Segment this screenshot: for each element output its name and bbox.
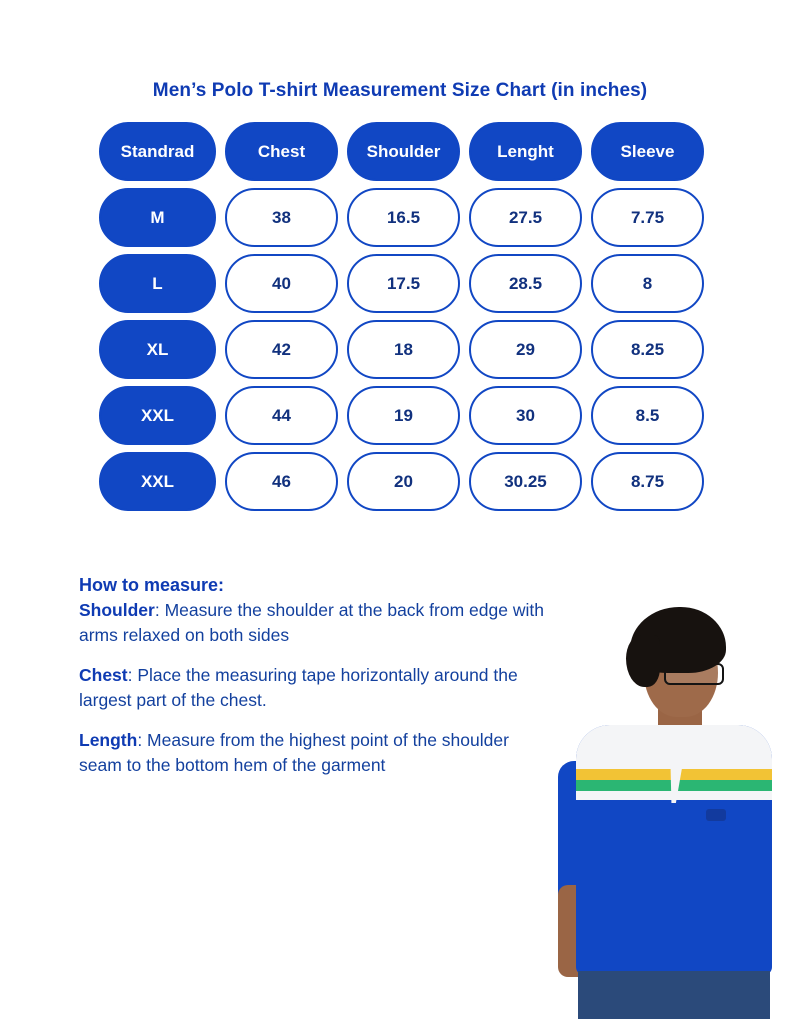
measure-text-chest: : Place the measuring tape horizontally around the largest part of the chest. [79, 664, 518, 711]
page-title: Men’s Polo T-shirt Measurement Size Chart (in inches) [152, 80, 648, 101]
table-row [99, 254, 706, 313]
cell-sleeve: 8.5 [591, 386, 704, 445]
table-row [99, 320, 706, 379]
cell-shoulder: 17.5 [347, 254, 460, 313]
model-hair-side [626, 635, 660, 687]
table-row [99, 188, 706, 247]
measure-term-length: Length [79, 729, 138, 750]
cell-length: 30.25 [469, 452, 582, 511]
cell-shoulder: 20 [347, 452, 460, 511]
measure-text-shoulder: : Measure the shoulder at the back from edge with arms relaxed on both sides [79, 600, 544, 646]
row-size-label: XL [99, 320, 216, 379]
cell-shoulder: 18 [347, 320, 460, 379]
column-header-length: Lenght [469, 122, 582, 181]
cell-chest: 44 [225, 386, 338, 445]
table-header-row [99, 122, 706, 181]
row-size-label: L [99, 254, 216, 313]
table-row [99, 452, 706, 511]
column-header-sleeve: Sleeve [591, 122, 704, 181]
cell-length: 30 [469, 386, 582, 445]
column-header-standard: Standrad [99, 122, 216, 181]
how-to-measure-heading: How to measure: [79, 575, 225, 595]
column-header-shoulder: Shoulder [347, 122, 460, 181]
table-row [99, 386, 706, 445]
measure-instruction-shoulder [79, 598, 549, 649]
cell-chest: 46 [225, 452, 338, 511]
row-size-label: XXL [99, 386, 216, 445]
cell-chest: 40 [225, 254, 338, 313]
cell-chest: 38 [225, 188, 338, 247]
size-chart-table [99, 122, 706, 511]
cell-shoulder: 16.5 [347, 188, 460, 247]
cell-chest: 42 [225, 320, 338, 379]
cell-sleeve: 7.75 [591, 188, 704, 247]
cell-length: 28.5 [469, 254, 582, 313]
measure-instruction-chest [79, 663, 549, 714]
cell-length: 29 [469, 320, 582, 379]
column-header-chest: Chest [225, 122, 338, 181]
how-to-measure-section [79, 572, 549, 778]
row-size-label: M [99, 188, 216, 247]
cell-sleeve: 8.75 [591, 452, 704, 511]
cell-shoulder: 19 [347, 386, 460, 445]
measure-instruction-length [79, 728, 549, 779]
row-size-label: XXL [99, 452, 216, 511]
measure-term-chest: Chest [79, 664, 128, 685]
model-photo [548, 585, 800, 1019]
cell-sleeve: 8 [591, 254, 704, 313]
measure-text-length: : Measure from the highest point of the shoulder seam to the bottom hem of the garment [79, 729, 509, 775]
cell-length: 27.5 [469, 188, 582, 247]
cell-sleeve: 8.25 [591, 320, 704, 379]
measure-term-shoulder: Shoulder [79, 600, 155, 621]
shirt-logo-icon [706, 809, 726, 821]
model-jeans [578, 971, 770, 1019]
